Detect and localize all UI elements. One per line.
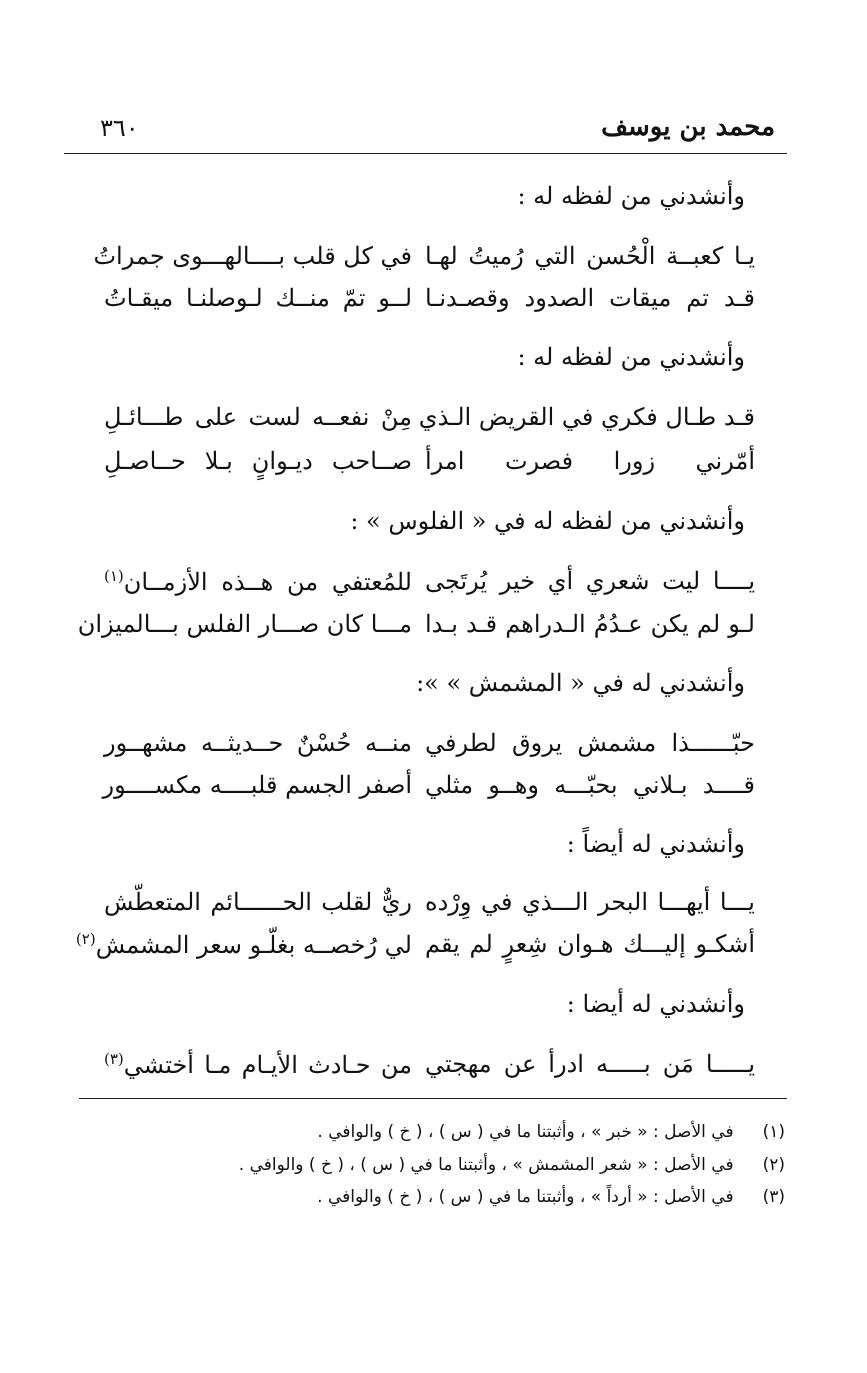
- verse-second-hemistich: في كل قلب بــــالهـــوى جمراتُ: [93, 242, 412, 270]
- footnote-number: (١): [762, 1122, 785, 1142]
- footnote-number: (٣): [762, 1187, 785, 1207]
- section-intro: وأنشدني من لفظه له :: [517, 343, 745, 371]
- footnote-divider: [79, 1098, 787, 1099]
- footnote-marker: (٣): [104, 1050, 124, 1068]
- verse-first-hemistich: قـد تم ميقات الصدود وقصـدنـا: [425, 284, 755, 312]
- footnote-marker: (١): [104, 567, 124, 585]
- verse-text: لي رُخصــه بغلّـو سعر المشمش: [95, 931, 412, 959]
- verse-first-hemistich: يـا كعبــة الْحُسن التي رُميتُ لهـا: [425, 242, 755, 270]
- verse-second-hemistich: لــو تمّ منــك لـوصلنـا ميقـاتُ: [104, 284, 412, 312]
- footnote: [317, 1187, 785, 1207]
- verse-first-hemistich: لـو لم يكن عـدُمُ الـدراهم قـد بـدا: [425, 610, 755, 638]
- footnote-text: في الأصل : « أرداً » ، وأثبتنا ما في ( س ) ، ( خ ) والوافي .: [317, 1187, 734, 1207]
- verse-first-hemistich: قــــد بـلاني بحبّـــه وهــو مثلي: [425, 771, 755, 799]
- verse-second-hemistich: مـــا كان صـــار الفلس بـــالميزان: [77, 610, 412, 638]
- section-intro: وأنشدني من لفظه له في « الفلوس » :: [350, 507, 745, 535]
- footnote: [317, 1122, 785, 1142]
- page-header: [64, 112, 787, 152]
- section-intro: وأنشدني له أيضاً :: [566, 830, 745, 858]
- verse-second-hemistich: منــه حُسْنٌ حــديثــه مشهــور: [104, 729, 412, 757]
- section-intro: وأنشدني له في « المشمش » »:: [416, 669, 745, 697]
- verse-second-hemistich: [75, 930, 412, 959]
- section-intro: وأنشدني من لفظه له :: [517, 182, 745, 210]
- verse-first-hemistich: أشكـو إليـــك هـوان شِعرٍ لم يقم: [425, 930, 755, 958]
- page-number: ٣٦٠: [100, 114, 139, 142]
- verse-second-hemistich: أصفر الجسم قلبــــه مكســــور: [102, 771, 412, 799]
- footnote-number: (٢): [762, 1155, 785, 1175]
- verse-text: من حـادث الأيـام مـا أختشي: [123, 1051, 412, 1079]
- verse-second-hemistich: مِنْ نفعــه لست على طـــائـلِ: [104, 403, 412, 431]
- verse-first-hemistich: يـــا أيهـــا البحر الـــذي في وِرْده: [425, 888, 755, 916]
- footnote: [239, 1155, 785, 1175]
- footnote-text: في الأصل : « خبر » ، وأثبتنا ما في ( س ) ، ( خ ) والوافي .: [317, 1122, 734, 1142]
- section-intro: وأنشدني له أيضا :: [566, 990, 745, 1018]
- running-title: محمد بن يوسف: [601, 112, 775, 142]
- header-divider: [64, 153, 787, 154]
- verse-second-hemistich: ريٌّ لقلب الحــــــائم المتعطّش: [104, 888, 412, 916]
- verse-first-hemistich: حبّــــــذا مشمش يروق لطرفي: [425, 729, 755, 757]
- verse-second-hemistich: صــاحب ديـوانٍ بـلا حــاصـلِ: [104, 447, 412, 475]
- verse-first-hemistich: يـــــا مَن بـــــه ادرأ عن مهجتي: [425, 1050, 755, 1078]
- verse-first-hemistich: أمّرني زورا فصرت امرأ: [425, 447, 755, 475]
- verse-second-hemistich: [104, 567, 412, 596]
- footnote-text: في الأصل : « شعر المشمش » ، وأثبتنا ما في ( س ) ، ( خ ) والوافي .: [238, 1155, 734, 1175]
- verse-second-hemistich: [104, 1050, 412, 1079]
- verse-text: للمُعتفي من هــذه الأزمــان: [123, 568, 412, 596]
- footnote-marker: (٢): [75, 930, 96, 948]
- verse-first-hemistich: قـد طـال فكري في القريض الـذي: [418, 403, 755, 431]
- verse-first-hemistich: يــــا ليت شعري أي خير يُرتَجى: [425, 567, 755, 595]
